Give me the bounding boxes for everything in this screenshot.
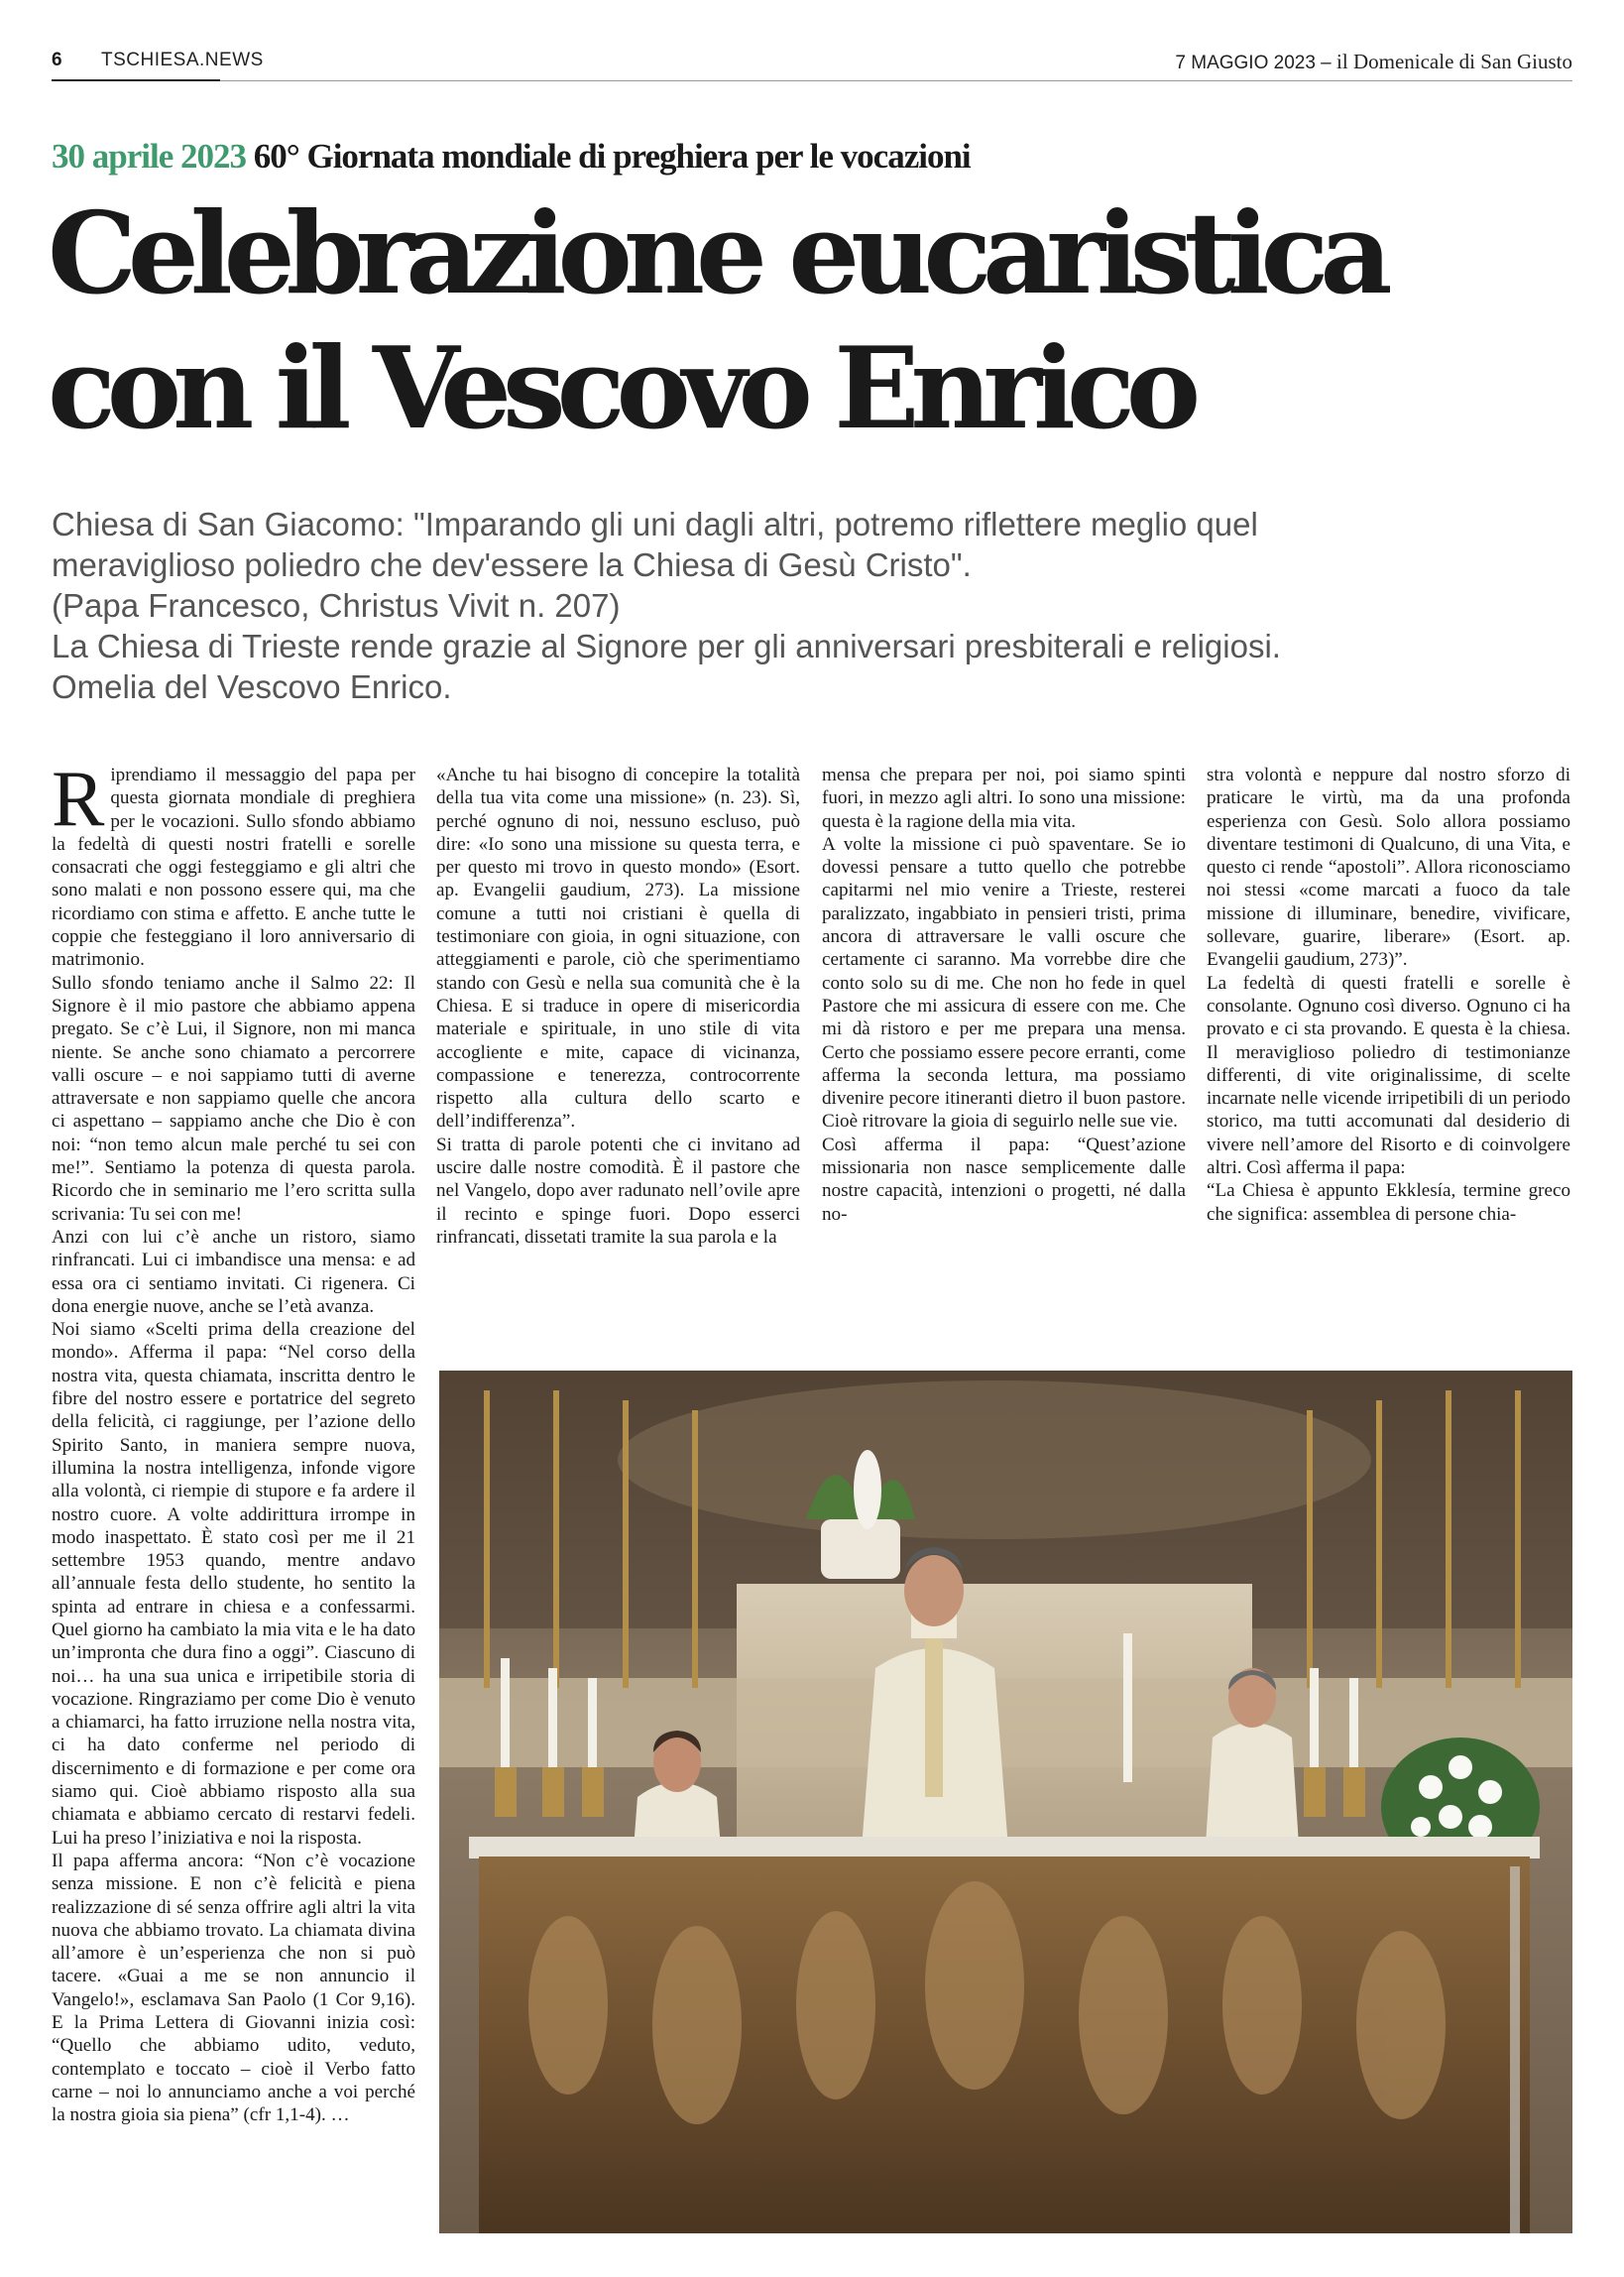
paragraph: Sullo sfondo teniamo anche il Salmo 22: Il Signore è il mio pastore che abbiamo appena pregato. Se c’è Lui, il Signore, non mi manca niente. Se anche sono chiamato a percorrere valli oscure – e noi sappiamo tutti di averne attraversate e non sappiamo quelle che ancora ci aspettano – sappiamo anche che Dio è con noi: “non temo alcun male perché tu sei con me!”. Sentiamo la potenza di questa parola. Ricordo che in seminario me l’ero scritta sulla scrivania: Tu sei con me! xyxy=(52,972,415,1225)
article-column-1 xyxy=(52,756,415,2127)
headline-line-2: con il Vescovo Enrico xyxy=(48,322,1193,454)
marble-step xyxy=(439,1678,1572,1767)
header-underline xyxy=(52,79,220,81)
kicker-date: 30 aprile 2023 xyxy=(52,137,246,176)
paragraph: Si tratta di parole potenti che ci invitano ad uscire dalle nostre comodità. È il pastore che nel Vangelo, dopo aver radunato nell’ovile apre il recinto e spinge fuori. Dopo esserci rinfrancati, dissetati tramite la sua parola e la xyxy=(436,1134,800,1248)
fresco xyxy=(618,1380,1371,1539)
article-column-4 xyxy=(1207,764,1570,1226)
site-name[interactable]: TSCHIESA.NEWS xyxy=(101,50,264,70)
article-column-3 xyxy=(822,764,1186,1226)
lily-flower xyxy=(854,1450,881,1529)
altar-photo-illustration xyxy=(439,1371,1572,2233)
subtitle xyxy=(52,504,1578,707)
subtitle-line: (Papa Francesco, Christus Vivit n. 207) xyxy=(52,587,621,624)
paragraph: Anzi con lui c’è anche un ristoro, siamo rinfrancati. Lui ci imbandisce una mensa: e ad essa ora ci sentiamo invitati. Ci rigenera. Ci dona energie nuove, anche se l’età avanza. xyxy=(52,1226,415,1317)
paragraph: «Anche tu hai bisogno di concepire la totalità della tua vita come una missione» (n. 23). Sì, perché ognuno di noi, nessuno escluso, può dire: «Io sono una missione su questa terra, e per questo mi trovo in questo mondo» (Esort. ap. Evangelii gaudium, 273). La missione comune a tutti noi cristiani è quella di testimoniare con gioia, in ogni situazione, con atteggiamenti e parole, ciò che sperimentiamo stando con Gesù e nella sua comunità che è la Chiesa. E si traduce in opere di misericordia materiale e spirituale, in uno stile di vita accogliente e mite, capace di vicinanza, compassione e tenerezza, controcorrente rispetto alla cultura dello scarto e dell’indifferenza”. xyxy=(436,765,800,1133)
kicker-text: 60° Giornata mondiale di preghiera per le vocazioni xyxy=(253,137,971,176)
flower-vase xyxy=(821,1519,900,1579)
altar-photo xyxy=(439,1371,1572,2233)
subtitle-line: meraviglioso poliedro che dev'essere la Chiesa di Gesù Cristo". xyxy=(52,546,972,583)
paragraph: La fedeltà di questi fratelli e sorelle è consolante. Ognuno così diverso. Ognuno ci ha provato e ci sta provando. E questa è la chiesa. Il meraviglioso poliedro di testimonianze differenti, di vite originalissime, di scelte incarnate nelle vicende irripetibili di un periodo storico, ma tutti accomunati dal desiderio di vivere nell’amore del Risorto e di coinvolgere altri. Così afferma il papa: xyxy=(1207,972,1570,1179)
issue-date-text: 7 MAGGIO 2023 – xyxy=(1175,53,1332,73)
header-rule xyxy=(52,80,1572,81)
kicker xyxy=(52,137,971,177)
paragraph: iprendiamo il messaggio del papa per questa giornata mondiale di preghiera per le vocazioni. Sullo sfondo abbiamo la fedeltà di questi nostri fratelli e sorelle consacrati che oggi festeggiamo e gli altri che sono malati e non possono essere qui, ma che ricordiamo con stima e affetto. E anche tutte le coppie che festeggiano il loro anniversario di matrimonio. xyxy=(52,765,415,971)
page-header xyxy=(52,50,1572,83)
headline-line-1: Celebrazione eucaristica xyxy=(48,187,1384,319)
paragraph: stra volontà e neppure dal nostro sforzo di praticare le virtù, ma da una profonda esperienza con Gesù. Solo allora possiamo diventare testimoni di Qualcuno, di una Vita, e questo ci rende “apostoli”. Allora riconosciamo noi stessi «come marcati a fuoco da tale missione di illuminare, benedire, vivificare, sollevare, guarire, liberare» (Esort. ap. Evangelii gaudium, 273)”. xyxy=(1207,765,1570,971)
subtitle-line: La Chiesa di Trieste rende grazie al Signore per gli anniversari presbiterali e religiosi. xyxy=(52,628,1281,664)
paper-name: il Domenicale di San Giusto xyxy=(1336,50,1572,73)
paragraph: Così afferma il papa: “Quest’azione missionaria non nasce semplicemente dalle nostre capacità, intenzioni o progetti, né dalla no- xyxy=(822,1134,1186,1225)
article-column-2 xyxy=(436,764,800,1249)
paragraph: Il papa afferma ancora: “Non c’è vocazione senza missione. E non c’è felicità e piena realizzazione di sé senza offrire agli altri la vita nuova che abbiamo trovato. La chiamata divina all’amore è un’esperienza che non si può tacere. «Guai a me se non annuncio il Vangelo!», esclamava San Paolo (1 Cor 9,16). E la Prima Lettera di Giovanni inizia così: “Quello che abbiamo udito, veduto, contemplato e toccato – cioè il Verbo fatto carne – noi lo annunciamo anche a voi perché la nostra gioia sia piena” (cfr 1,1-4). … xyxy=(52,1850,415,2126)
paragraph: mensa che prepara per noi, poi siamo spinti fuori, in mezzo agli altri. Io sono una missione: questa è la ragione della mia vita. xyxy=(822,765,1186,832)
drop-cap: R xyxy=(52,756,105,843)
subtitle-line: Chiesa di San Giacomo: "Imparando gli uni dagli altri, potremo riflettere meglio quel xyxy=(52,506,1258,542)
paragraph: A volte la missione ci può spaventare. Se io dovessi pensare a tutto quello che potrebbe capitarmi nel mio venire a Trieste, resterei paralizzato, ingabbiato in pensieri tristi, prima ancora di attraversare le valli oscure che certamente ci saranno. Ma vorrebbe dire che conto solo su di me. Che non ho fede in quel Pastore che mi assicura di essere con me. Che mi dà ristoro e per me prepara una mensa. Certo che possiamo essere pecore erranti, come afferma la seconda lettura, ma possiamo divenire pecore itineranti dietro il buon pastore. Cioè ritrovare la gioia di seguirlo nelle sue vie. xyxy=(822,833,1186,1133)
page-number: 6 xyxy=(52,50,62,70)
subtitle-line: Omelia del Vescovo Enrico. xyxy=(52,668,452,705)
headline xyxy=(48,186,1594,456)
paragraph: Noi siamo «Scelti prima della creazione del mondo». Afferma il papa: “Nel corso della nostra vita, questa chiamata, inscritta dentro le fibre del nostro essere e portatrice del segreto della felicità, ci raggiunge, per l’azione dello Spirito Santo, in maniera sempre nuova, illumina la nostra intelligenza, infonde vigore alla volontà, ci riempie di stupore e fa ardere il nostro cuore. A volte addirittura irrompe in modo inaspettato. È stato così per me il 21 settembre 1953 quando, mentre andavo all’annuale festa dello studente, ho sentito la spinta ad entrare in chiesa e a confessarmi. Quel giorno ha cambiato la mia vita e le ha dato un’impronta che dura fino a oggi”. Ciascuno di noi… ha una sua unica e irripetibile storia di vocazione. Ringraziamo per come Dio è venuto a chiamarci, ha fatto irruzione nella nostra vita, ci ha dato conferme nel periodo di discernimento e di formazione e per come ora siamo qui. Cioè abbiamo risposto alla sua chiamata e abbiamo cercato di restarvi fedeli. Lui ha preso l’iniziativa e noi la risposta. xyxy=(52,1319,415,1849)
issue-date xyxy=(1175,50,1572,74)
glass-vase-stem xyxy=(1510,1866,1520,2233)
altar-cloth xyxy=(469,1837,1540,1858)
paragraph: “La Chiesa è appunto Ekklesía, termine greco che significa: assemblea di persone chia- xyxy=(1207,1180,1570,1225)
